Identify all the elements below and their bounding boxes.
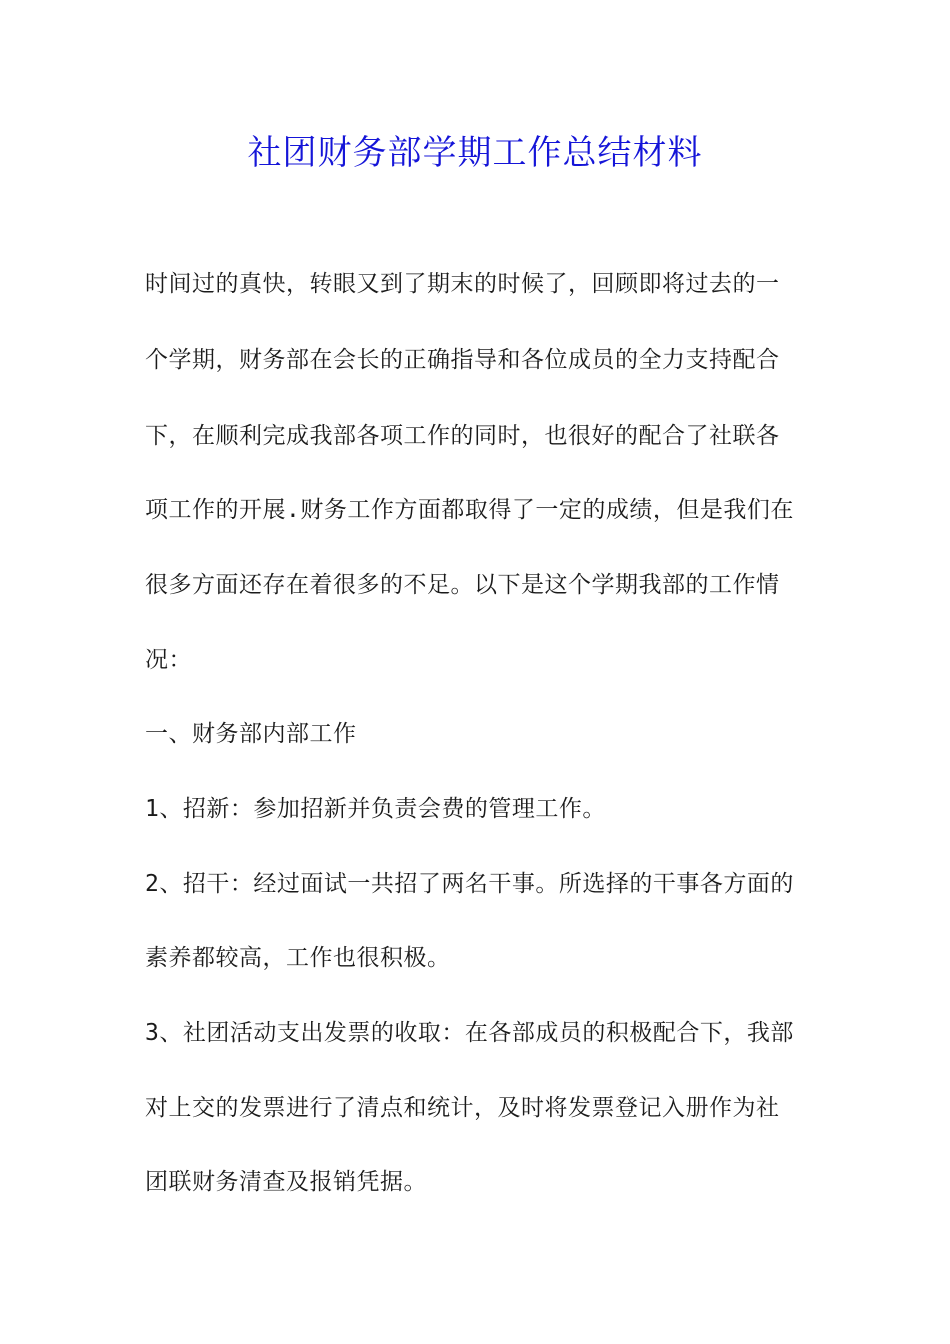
list-item: 3、社团活动支出发票的收取：在各部成员的积极配合下，我部 (145, 1020, 794, 1046)
paragraph-line: 下，在顺利完成我部各项工作的同时，也很好的配合了社联各 (145, 423, 780, 449)
list-item-continuation: 素养都较高，工作也很积极。 (145, 945, 451, 971)
paragraph-line: 很多方面还存在着很多的不足。以下是这个学期我部的工作情 (145, 572, 780, 598)
section-heading: 一、财务部内部工作 (145, 721, 357, 747)
list-item: 2、招干：经过面试一共招了两名干事。所选择的干事各方面的 (145, 871, 794, 897)
list-item-continuation: 对上交的发票进行了清点和统计，及时将发票登记入册作为社 (145, 1095, 780, 1121)
paragraph-line: 项工作的开展.财务工作方面都取得了一定的成绩，但是我们在 (145, 497, 794, 523)
list-item-continuation: 团联财务清查及报销凭据。 (145, 1169, 427, 1195)
paragraph-line: 时间过的真快，转眼又到了期末的时候了，回顾即将过去的一 (145, 271, 780, 297)
document-title: 社团财务部学期工作总结材料 (247, 133, 703, 173)
list-item: 1、招新：参加招新并负责会费的管理工作。 (145, 796, 606, 822)
paragraph-line: 个学期，财务部在会长的正确指导和各位成员的全力支持配合 (145, 347, 780, 373)
paragraph-line: 况： (145, 647, 192, 673)
